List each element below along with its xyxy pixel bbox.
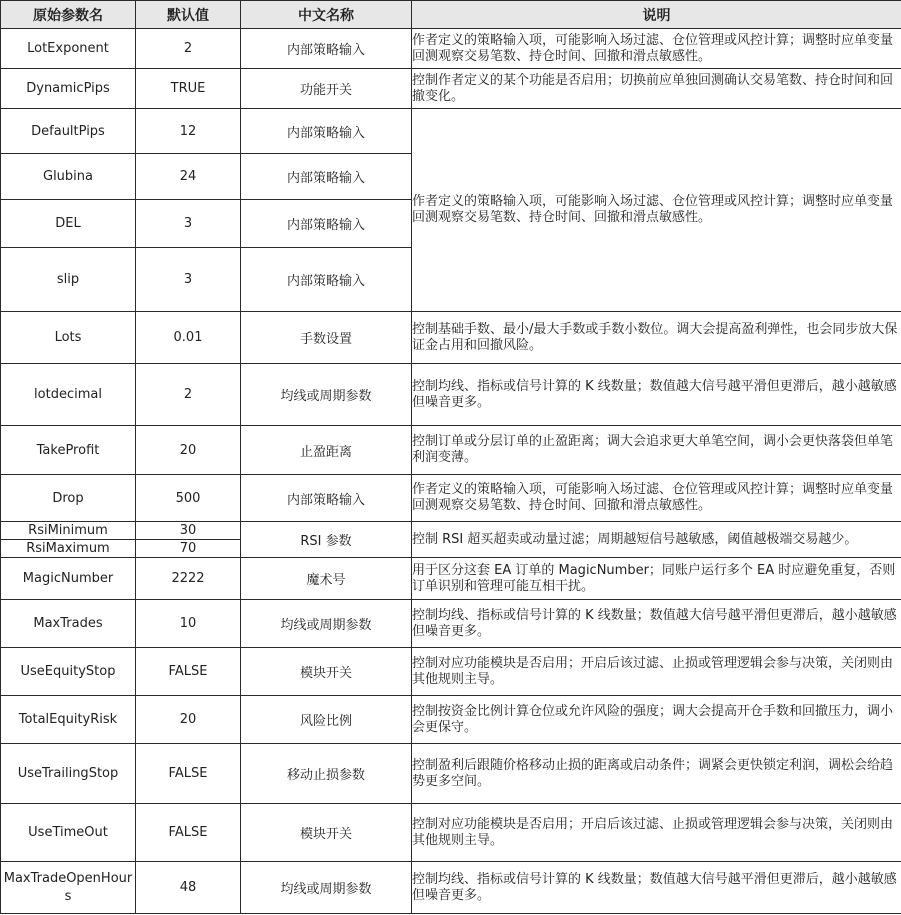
table-row: [1, 862, 901, 914]
table-row: [1, 109, 901, 154]
param-name: DynamicPips: [1, 69, 136, 109]
table-row: [1, 312, 901, 364]
table-row: [1, 522, 901, 540]
param-name: DefaultPips: [1, 109, 136, 154]
param-name: LotExponent: [1, 29, 136, 69]
param-cn-name: 内部策略输入: [241, 154, 412, 200]
param-value: FALSE: [136, 804, 241, 862]
param-cn-name: 内部策略输入: [241, 109, 412, 154]
param-description: 控制 RSI 超买超卖或动量过滤；周期越短信号越敏感，阈值越极端交易越少。: [412, 522, 901, 558]
param-cn-name: 手数设置: [241, 312, 412, 364]
param-value: 500: [136, 475, 241, 522]
header-description: 说明: [412, 1, 901, 29]
param-value: 10: [136, 600, 241, 648]
param-name: UseTimeOut: [1, 804, 136, 862]
param-value: 70: [136, 540, 241, 558]
param-name: Drop: [1, 475, 136, 522]
table-row: [1, 804, 901, 862]
param-description: 控制盈利后跟随价格移动止损的距离或启动条件；调紧会更快锁定利润，调松会给趋势更多空间。: [412, 744, 901, 804]
param-name: DEL: [1, 200, 136, 248]
param-cn-name: 模块开关: [241, 648, 412, 696]
param-value: FALSE: [136, 744, 241, 804]
table-row: [1, 69, 901, 109]
param-value: 3: [136, 248, 241, 312]
param-cn-name: 内部策略输入: [241, 248, 412, 312]
param-description: 控制作者定义的某个功能是否启用；切换前应单独回测确认交易笔数、持仓时间和回撤变化。: [412, 69, 901, 109]
header-chinese-name: 中文名称: [241, 1, 412, 29]
param-cn-name: 移动止损参数: [241, 744, 412, 804]
param-cn-name: 内部策略输入: [241, 29, 412, 69]
param-value: 30: [136, 522, 241, 540]
param-cn-name: 止盈距离: [241, 426, 412, 475]
param-value: 3: [136, 200, 241, 248]
param-description: 控制均线、指标或信号计算的 K 线数量；数值越大信号越平滑但更滞后，越小越敏感但噪音更多。: [412, 862, 901, 914]
table-row: [1, 744, 901, 804]
param-name: TotalEquityRisk: [1, 696, 136, 744]
param-cn-name: 魔术号: [241, 558, 412, 600]
table-row: [1, 558, 901, 600]
param-value: FALSE: [136, 648, 241, 696]
param-cn-name: 均线或周期参数: [241, 862, 412, 914]
param-name: slip: [1, 248, 136, 312]
param-value: 20: [136, 426, 241, 475]
param-value: 24: [136, 154, 241, 200]
param-name: lotdecimal: [1, 364, 136, 426]
param-description: 控制对应功能模块是否启用；开启后该过滤、止损或管理逻辑会参与决策，关闭则由其他规则主导。: [412, 648, 901, 696]
param-cn-name: 内部策略输入: [241, 475, 412, 522]
param-name: Lots: [1, 312, 136, 364]
header-param-name: 原始参数名: [1, 1, 136, 29]
table-row: [1, 696, 901, 744]
param-cn-name: 风险比例: [241, 696, 412, 744]
param-cn-name: 模块开关: [241, 804, 412, 862]
param-description: 作者定义的策略输入项，可能影响入场过滤、仓位管理或风控计算；调整时应单变量回测观察交易笔数、持仓时间、回撤和滑点敏感性。: [412, 29, 901, 69]
param-name: Glubina: [1, 154, 136, 200]
param-description: 控制订单或分层订单的止盈距离；调大会追求更大单笔空间，调小会更快落袋但单笔利润变薄。: [412, 426, 901, 475]
param-value: 48: [136, 862, 241, 914]
param-name: MaxTrades: [1, 600, 136, 648]
param-name: MagicNumber: [1, 558, 136, 600]
param-cn-name: 均线或周期参数: [241, 600, 412, 648]
table-row: [1, 648, 901, 696]
param-cn-name: 功能开关: [241, 69, 412, 109]
table-header-row: [1, 1, 901, 29]
table-row: [1, 475, 901, 522]
param-value: 0.01: [136, 312, 241, 364]
param-description: 作者定义的策略输入项，可能影响入场过滤、仓位管理或风控计算；调整时应单变量回测观察交易笔数、持仓时间、回撤和滑点敏感性。: [412, 475, 901, 522]
table-row: [1, 426, 901, 475]
param-name: UseTrailingStop: [1, 744, 136, 804]
param-name: MaxTradeOpenHours: [1, 862, 136, 914]
table-row: [1, 364, 901, 426]
param-value: 2222: [136, 558, 241, 600]
param-value: 12: [136, 109, 241, 154]
param-description: 用于区分这套 EA 订单的 MagicNumber；同账户运行多个 EA 时应避免重复，否则订单识别和管理可能互相干扰。: [412, 558, 901, 600]
param-cn-name: RSI 参数: [241, 522, 412, 558]
param-description: 控制均线、指标或信号计算的 K 线数量；数值越大信号越平滑但更滞后，越小越敏感但噪音更多。: [412, 600, 901, 648]
param-description: 作者定义的策略输入项，可能影响入场过滤、仓位管理或风控计算；调整时应单变量回测观察交易笔数、持仓时间、回撤和滑点敏感性。: [412, 109, 901, 312]
header-default-value: 默认值: [136, 1, 241, 29]
param-description: 控制均线、指标或信号计算的 K 线数量；数值越大信号越平滑但更滞后，越小越敏感但噪音更多。: [412, 364, 901, 426]
param-value: 2: [136, 364, 241, 426]
table-row: [1, 29, 901, 69]
param-description: 控制按资金比例计算仓位或允许风险的强度；调大会提高开仓手数和回撤压力，调小会更保守。: [412, 696, 901, 744]
param-description: 控制基础手数、最小/最大手数或手数小数位。调大会提高盈利弹性，也会同步放大保证金占用和回撤风险。: [412, 312, 901, 364]
param-name: RsiMaximum: [1, 540, 136, 558]
param-name: TakeProfit: [1, 426, 136, 475]
table-row: [1, 600, 901, 648]
param-cn-name: 内部策略输入: [241, 200, 412, 248]
param-name: UseEquityStop: [1, 648, 136, 696]
param-value: TRUE: [136, 69, 241, 109]
param-value: 20: [136, 696, 241, 744]
param-description: 控制对应功能模块是否启用；开启后该过滤、止损或管理逻辑会参与决策，关闭则由其他规则主导。: [412, 804, 901, 862]
param-name: RsiMinimum: [1, 522, 136, 540]
param-cn-name: 均线或周期参数: [241, 364, 412, 426]
param-value: 2: [136, 29, 241, 69]
